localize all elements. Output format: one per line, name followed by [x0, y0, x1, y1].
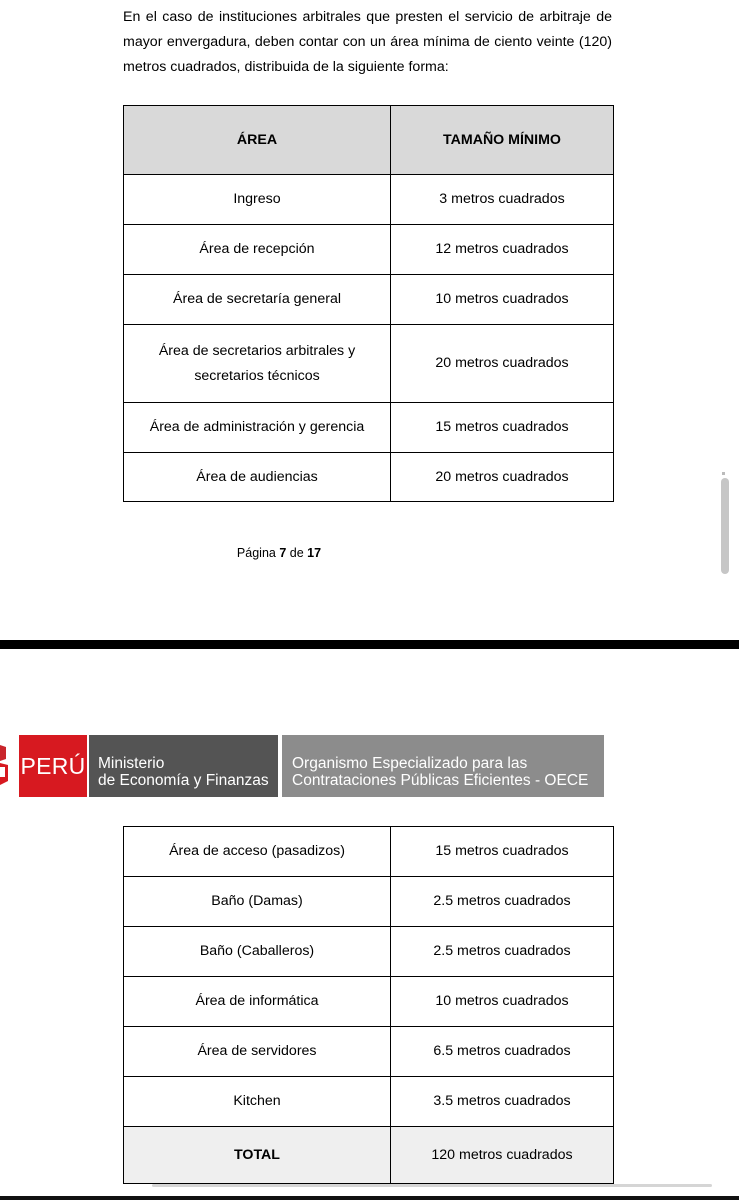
oece-line-1: Organismo Especializado para las	[292, 755, 528, 772]
page-of: de	[289, 546, 304, 560]
table-row	[124, 1077, 614, 1127]
area-cell: Área de acceso (pasadizos)	[124, 827, 391, 877]
table-row	[124, 827, 614, 877]
table-row	[124, 325, 614, 403]
page-total: 17	[307, 546, 322, 560]
area-cell: Baño (Caballeros)	[124, 927, 391, 977]
page-current: 7	[279, 546, 287, 560]
size-cell: 2.5 metros cuadrados	[391, 927, 614, 977]
intro-paragraph: En el caso de instituciones arbitrales que presten el servicio de arbitraje de mayor envergadura, deben contar con un área mínima de ciento veinte (120) metros cuadrados, distribuida de la siguiente forma:	[123, 9, 612, 75]
size-cell: 10 metros cuadrados	[391, 977, 614, 1027]
table-row	[124, 225, 614, 275]
area-cell: Ingreso	[124, 175, 391, 225]
header-min-size: TAMAÑO MÍNIMO	[391, 106, 614, 175]
area-table-page-7	[123, 105, 614, 502]
ministry-logo	[89, 735, 278, 797]
area-cell: Baño (Damas)	[124, 877, 391, 927]
table-row	[124, 453, 614, 502]
table-row	[124, 175, 614, 225]
total-size: 120 metros cuadrados	[391, 1127, 614, 1184]
total-label: TOTAL	[124, 1127, 391, 1184]
table-header-row	[124, 106, 614, 175]
size-cell: 3.5 metros cuadrados	[391, 1077, 614, 1127]
table-row	[124, 403, 614, 453]
area-cell: Área de informática	[124, 977, 391, 1027]
size-cell: 3 metros cuadrados	[391, 175, 614, 225]
size-cell: 15 metros cuadrados	[391, 827, 614, 877]
area-cell: Área de secretaría general	[124, 275, 391, 325]
table-row	[124, 877, 614, 927]
size-cell: 2.5 metros cuadrados	[391, 877, 614, 927]
page-number	[0, 546, 558, 560]
size-cell: 10 metros cuadrados	[391, 275, 614, 325]
coat-of-arms-icon	[0, 741, 10, 787]
table-row	[124, 275, 614, 325]
area-cell: Área de administración y gerencia	[124, 403, 391, 453]
area-cell: Área de secretarios arbitrales y secretarios técnicos	[124, 325, 391, 403]
size-cell: 6.5 metros cuadrados	[391, 1027, 614, 1077]
area-cell: Área de servidores	[124, 1027, 391, 1077]
peru-logo: PERÚ	[19, 735, 87, 797]
area-cell: Área de recepción	[124, 225, 391, 275]
page-separator	[0, 640, 739, 649]
table-row	[124, 1027, 614, 1077]
header-area: ÁREA	[124, 106, 391, 175]
size-cell: 20 metros cuadrados	[391, 453, 614, 502]
size-cell: 15 metros cuadrados	[391, 403, 614, 453]
oece-line-2: Contrataciones Públicas Eficientes - OECE	[292, 772, 589, 789]
oece-logo	[282, 735, 604, 797]
total-row	[124, 1127, 614, 1184]
table-row	[124, 927, 614, 977]
table-row	[124, 977, 614, 1027]
size-cell: 12 metros cuadrados	[391, 225, 614, 275]
area-table-page-8	[123, 826, 614, 1184]
page-label: Página	[236, 546, 276, 560]
vertical-scrollbar[interactable]	[721, 478, 729, 574]
scroll-marker	[722, 472, 725, 475]
area-cell: Kitchen	[124, 1077, 391, 1127]
bottom-page-edge	[0, 1196, 739, 1200]
size-cell: 20 metros cuadrados	[391, 325, 614, 403]
horizontal-scrollbar[interactable]	[152, 1184, 712, 1187]
area-cell: Área de audiencias	[124, 453, 391, 502]
ministry-line-1: Ministerio	[98, 755, 165, 772]
ministry-line-2: de Economía y Finanzas	[98, 772, 269, 789]
